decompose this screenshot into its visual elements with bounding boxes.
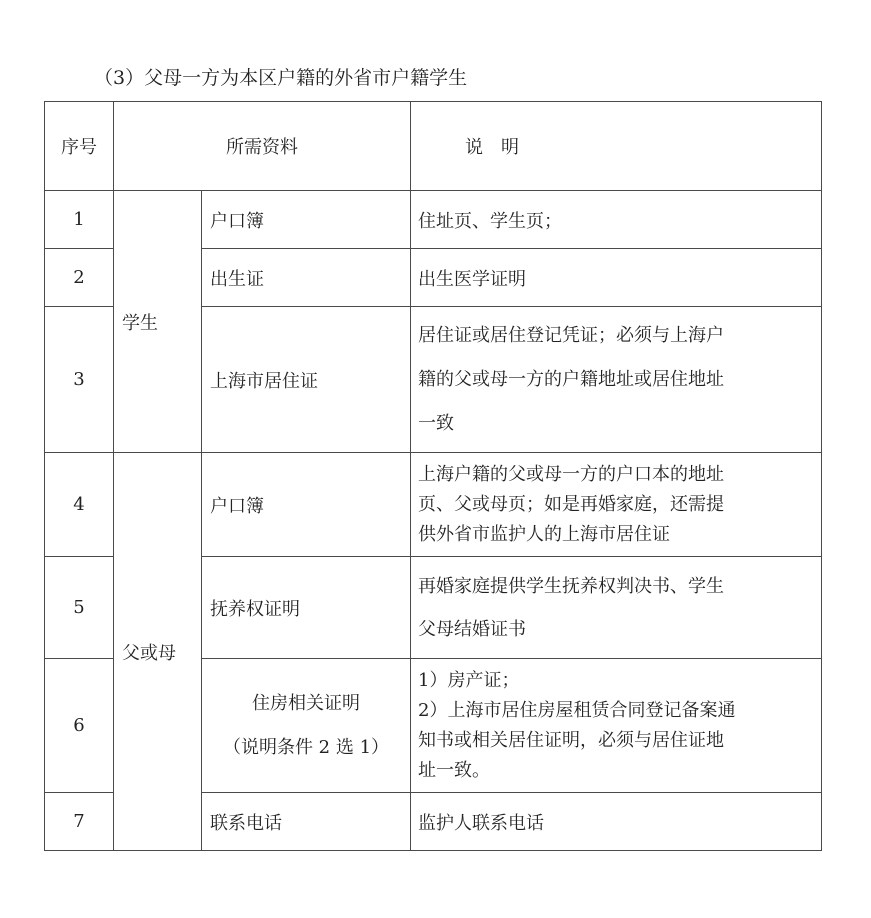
table-row bbox=[45, 453, 822, 557]
desc-line: 页、父或母页；如是再婚家庭，还需提 bbox=[418, 493, 724, 515]
group-parent: 父或母 bbox=[114, 453, 202, 851]
header-number: 序号 bbox=[45, 102, 114, 191]
material-desc: 出生医学证明 bbox=[411, 249, 822, 307]
row-number: 7 bbox=[45, 793, 114, 851]
material-item: 联系电话 bbox=[202, 793, 411, 851]
desc-line: 2）上海市居住房屋租赁合同登记备案通 bbox=[418, 699, 736, 721]
material-desc: 住址页、学生页； bbox=[411, 191, 822, 249]
material-desc bbox=[411, 307, 822, 453]
material-item bbox=[202, 659, 411, 793]
header-notes: 说 明 bbox=[411, 102, 822, 191]
material-item: 户口簿 bbox=[202, 191, 411, 249]
row-number: 4 bbox=[45, 453, 114, 557]
material-item: 出生证 bbox=[202, 249, 411, 307]
desc-line: 上海户籍的父或母一方的户口本的地址 bbox=[418, 463, 724, 485]
desc-line: 再婚家庭提供学生抚养权判决书、学生 bbox=[418, 575, 724, 597]
material-desc: 监护人联系电话 bbox=[411, 793, 822, 851]
desc-line: 1）房产证； bbox=[418, 669, 520, 691]
table-row bbox=[45, 191, 822, 249]
section-heading: （3）父母一方为本区户籍的外省市户籍学生 bbox=[94, 67, 468, 89]
material-desc bbox=[411, 557, 822, 659]
row-number: 6 bbox=[45, 659, 114, 793]
material-desc bbox=[411, 453, 822, 557]
desc-line: 供外省市监护人的上海市居住证 bbox=[418, 523, 670, 545]
desc-line: 一致 bbox=[418, 412, 454, 434]
desc-line: 籍的父或母一方的户籍地址或居住地址 bbox=[418, 368, 724, 390]
row-number: 2 bbox=[45, 249, 114, 307]
desc-line: 居住证或居住登记凭证；必须与上海户 bbox=[418, 324, 724, 346]
row-number: 5 bbox=[45, 557, 114, 659]
material-desc bbox=[411, 659, 822, 793]
material-item: 户口簿 bbox=[202, 453, 411, 557]
table-header-row bbox=[45, 102, 822, 191]
item-line: （说明条件 2 选 1） bbox=[222, 736, 390, 758]
item-line: 住房相关证明 bbox=[252, 692, 360, 714]
material-item: 上海市居住证 bbox=[202, 307, 411, 453]
header-materials: 所需资料 bbox=[114, 102, 411, 191]
group-student: 学生 bbox=[114, 191, 202, 453]
desc-line: 址一致。 bbox=[418, 759, 490, 781]
desc-line: 知书或相关居住证明，必须与居住证地 bbox=[418, 729, 724, 751]
desc-line: 父母结婚证书 bbox=[418, 618, 526, 640]
row-number: 3 bbox=[45, 307, 114, 453]
material-item: 抚养权证明 bbox=[202, 557, 411, 659]
row-number: 1 bbox=[45, 191, 114, 249]
requirements-table bbox=[44, 101, 822, 851]
